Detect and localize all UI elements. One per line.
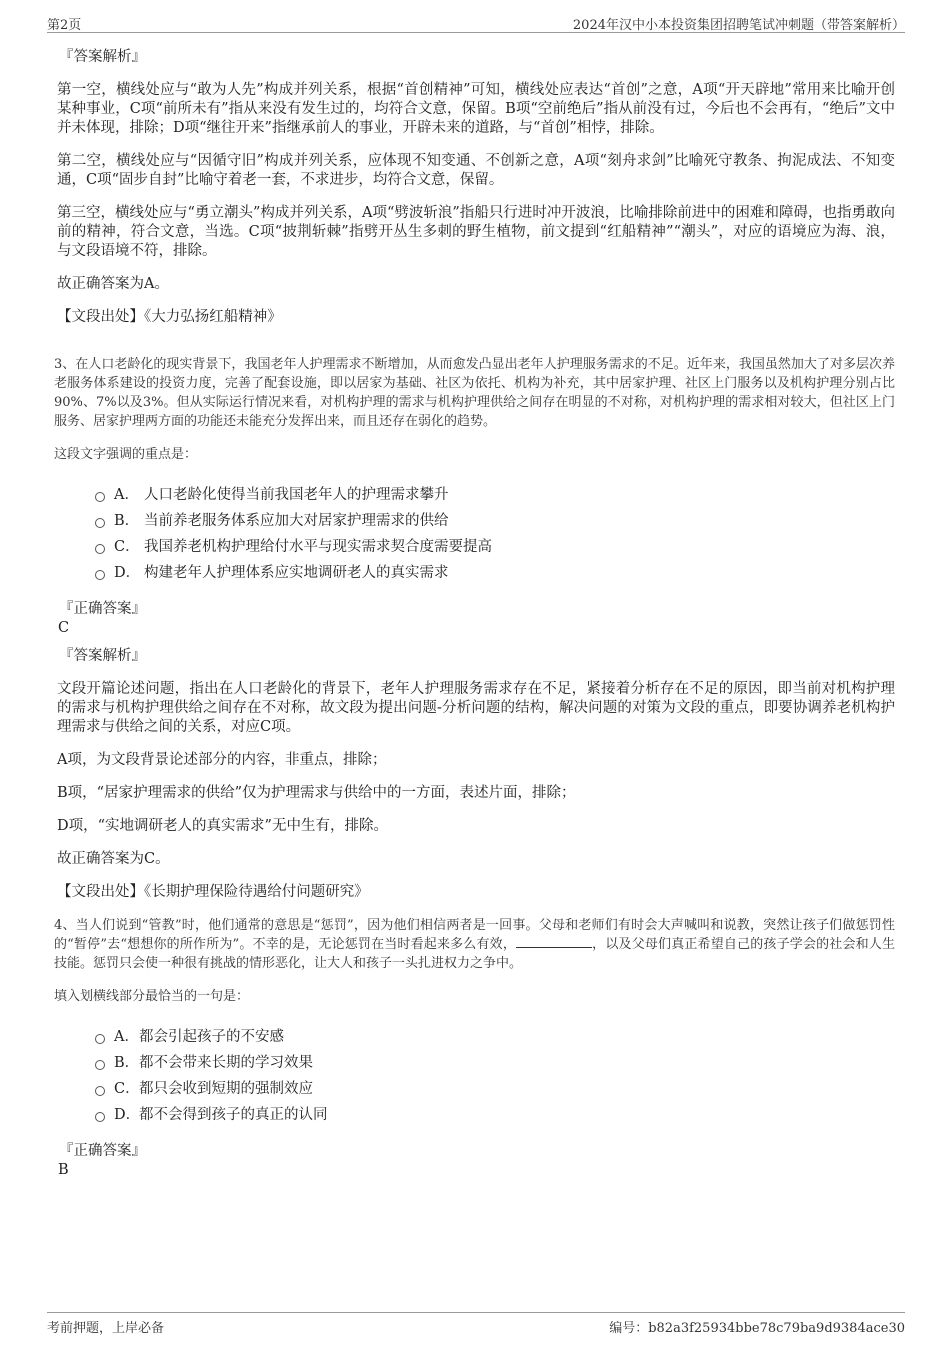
radio-icon[interactable] bbox=[95, 1060, 105, 1070]
radio-icon[interactable] bbox=[95, 570, 105, 580]
q3-source: 【文段出处】《长期护理保险待遇给付问题研究》 bbox=[57, 884, 369, 900]
q3-analysis-paragraph: B项，“居家护理需求的供给”仅为护理需求与供给中的一方面，表述片面，排除； bbox=[57, 785, 576, 801]
radio-icon[interactable] bbox=[95, 1086, 105, 1096]
option-letter: C． bbox=[114, 1080, 140, 1097]
q4-option-d[interactable] bbox=[95, 1102, 895, 1128]
q3-option-d[interactable] bbox=[95, 560, 895, 586]
radio-icon[interactable] bbox=[95, 544, 105, 554]
option-letter: D． bbox=[114, 564, 141, 581]
q3-option-b[interactable] bbox=[95, 508, 895, 534]
option-letter: B． bbox=[114, 1054, 140, 1071]
option-text: 当前养老服务体系应加大对居家护理需求的供给 bbox=[144, 512, 449, 529]
option-text: 都不会带来长期的学习效果 bbox=[139, 1054, 313, 1071]
page-number: 第2页 bbox=[47, 18, 82, 33]
page-footer bbox=[47, 1312, 905, 1335]
q4-prompt: 填入划横线部分最恰当的一句是： bbox=[54, 989, 250, 1004]
q2-analysis-paragraph: 第三空，横线处应与“勇立潮头”构成并列关系，A项“劈波斩浪”指船只行进时冲开波浪，比喻排除前进中的困难和障碍，也指勇敢向前的精神，符合文意，当选。C项“披荆斩棘”指劈开丛生多刺的野生植物，前文提到“红船精神”“潮头”，对应的语境应为海、浪，与文段语境不符，排除。 bbox=[57, 205, 895, 259]
radio-icon[interactable] bbox=[95, 1112, 105, 1122]
option-text: 都只会收到短期的强制效应 bbox=[139, 1080, 313, 1097]
q2-analysis-paragraph: 第一空，横线处应与“敢为人先”构成并列关系，根据“首创精神”可知，横线处应表达“首创”之意，A项“开天辟地”常用来比喻开创某种事业，C项“前所未有”指从来没有发生过的，均符合文意，保留。B项“空前绝后”指从前没有过，今后也不会再有，“绝后”文中并未体现，排除；D项“继往开来”指继承前人的事业，开辟未来的道路，与“首创”相悖，排除。 bbox=[57, 82, 895, 136]
radio-icon[interactable] bbox=[95, 518, 105, 528]
q4-option-a[interactable] bbox=[95, 1024, 895, 1050]
q3-analysis-paragraph: D项，“实地调研老人的真实需求”无中生有，排除。 bbox=[57, 818, 388, 834]
q4-answer-label: 『正确答案』 bbox=[59, 1143, 146, 1159]
q2-analysis-label: 『答案解析』 bbox=[59, 49, 146, 65]
q3-analysis-label: 『答案解析』 bbox=[59, 648, 146, 664]
q3-options bbox=[95, 482, 895, 586]
q4-options bbox=[95, 1024, 895, 1128]
q3-option-c[interactable] bbox=[95, 534, 895, 560]
q2-conclusion: 故正确答案为A。 bbox=[57, 276, 169, 292]
page-header bbox=[47, 12, 905, 33]
q3-answer-label: 『正确答案』 bbox=[59, 601, 146, 617]
option-text: 构建老年人护理体系应实地调研老人的真实需求 bbox=[144, 564, 449, 581]
q4-question-text bbox=[54, 916, 895, 973]
option-text: 都会引起孩子的不安感 bbox=[139, 1028, 284, 1045]
option-letter: A． bbox=[114, 486, 139, 503]
q2-analysis-paragraph: 第二空，横线处应与“因循守旧”构成并列关系，应体现不知变通、不创新之意，A项“刻舟求剑”比喻死守教条、拘泥成法、不知变通，C项“固步自封”比喻守着老一套，不求进步，均符合文意，保留。 bbox=[57, 153, 895, 188]
q3-analysis-paragraph: A项，为文段背景论述部分的内容，非重点，排除； bbox=[57, 752, 387, 768]
q4-question-after: ，以及父母们真正希望自己的孩子学会的社会和人生技能。惩罚只会使一种很有挑战的情形恶化，让大人和孩子一头扎进权力之争中。 bbox=[54, 937, 895, 971]
q3-analysis-paragraph: 文段开篇论述问题，指出在人口老龄化的背景下，老年人护理服务需求存在不足，紧接着分析存在不足的原因，即当前对机构护理的需求与机构护理供给之间存在不对称，故文段为提出问题-分析问题的结构，解决问题的对策为文段的重点，即要协调养老机构护理需求与供给之间的关系，对应C项。 bbox=[57, 681, 895, 735]
radio-icon[interactable] bbox=[95, 1034, 105, 1044]
option-letter: A． bbox=[114, 1028, 139, 1045]
q4-option-b[interactable] bbox=[95, 1050, 895, 1076]
option-text: 我国养老机构护理给付水平与现实需求契合度需要提高 bbox=[144, 538, 492, 555]
q3-conclusion: 故正确答案为C。 bbox=[57, 851, 170, 867]
footer-slogan: 考前押题，上岸必备 bbox=[47, 1321, 165, 1336]
q3-option-a[interactable] bbox=[95, 482, 895, 508]
q3-prompt: 这段文字强调的重点是： bbox=[54, 447, 198, 462]
q3-answer-value: C bbox=[58, 620, 70, 636]
option-text: 都不会得到孩子的真正的认同 bbox=[139, 1106, 328, 1123]
q4-question-before: 4、当人们说到“管教”时，他们通常的意思是“惩罚”，因为他们相信两者是一回事。父母和老师们有时会大声喊叫和说教，突然让孩子们做惩罚性的“暂停”去“想想你的所作所为”。不幸的是，无论惩罚在当时看起来多么有效， bbox=[54, 918, 895, 952]
fill-blank bbox=[516, 935, 592, 948]
document-title: 2024年汉中小本投资集团招聘笔试冲刺题（带答案解析） bbox=[572, 18, 905, 33]
q4-answer-value: B bbox=[58, 1162, 69, 1178]
q3-question-text: 3、在人口老龄化的现实背景下，我国老年人护理需求不断增加，从而愈发凸显出老年人护理服务需求的不足。近年来，我国虽然加大了对多层次养老服务体系建设的投资力度，完善了配套设施，即以居家为基础、社区为依托、机构为补充，其中居家护理、社区上门服务以及机构护理分别占比90%、7%以及3%。但从实际运行情况来看，对机构护理的需求与机构护理供给之间存在明显的不对称，对机构护理的需求相对较大，但社区上门服务、居家护理两方面的功能还未能充分发挥出来，而且还存在弱化的趋势。 bbox=[54, 357, 895, 429]
option-text: 人口老龄化使得当前我国老年人的护理需求攀升 bbox=[144, 486, 449, 503]
option-letter: C． bbox=[114, 538, 140, 555]
q2-source: 【文段出处】《大力弘扬红船精神》 bbox=[57, 309, 282, 325]
q4-option-c[interactable] bbox=[95, 1076, 895, 1102]
document-code: 编号：b82a3f25934bbe78c79ba9d9384ace30 bbox=[609, 1321, 905, 1336]
radio-icon[interactable] bbox=[95, 492, 105, 502]
page-content bbox=[54, 40, 895, 1189]
option-letter: B． bbox=[114, 512, 140, 529]
option-letter: D． bbox=[114, 1106, 141, 1123]
